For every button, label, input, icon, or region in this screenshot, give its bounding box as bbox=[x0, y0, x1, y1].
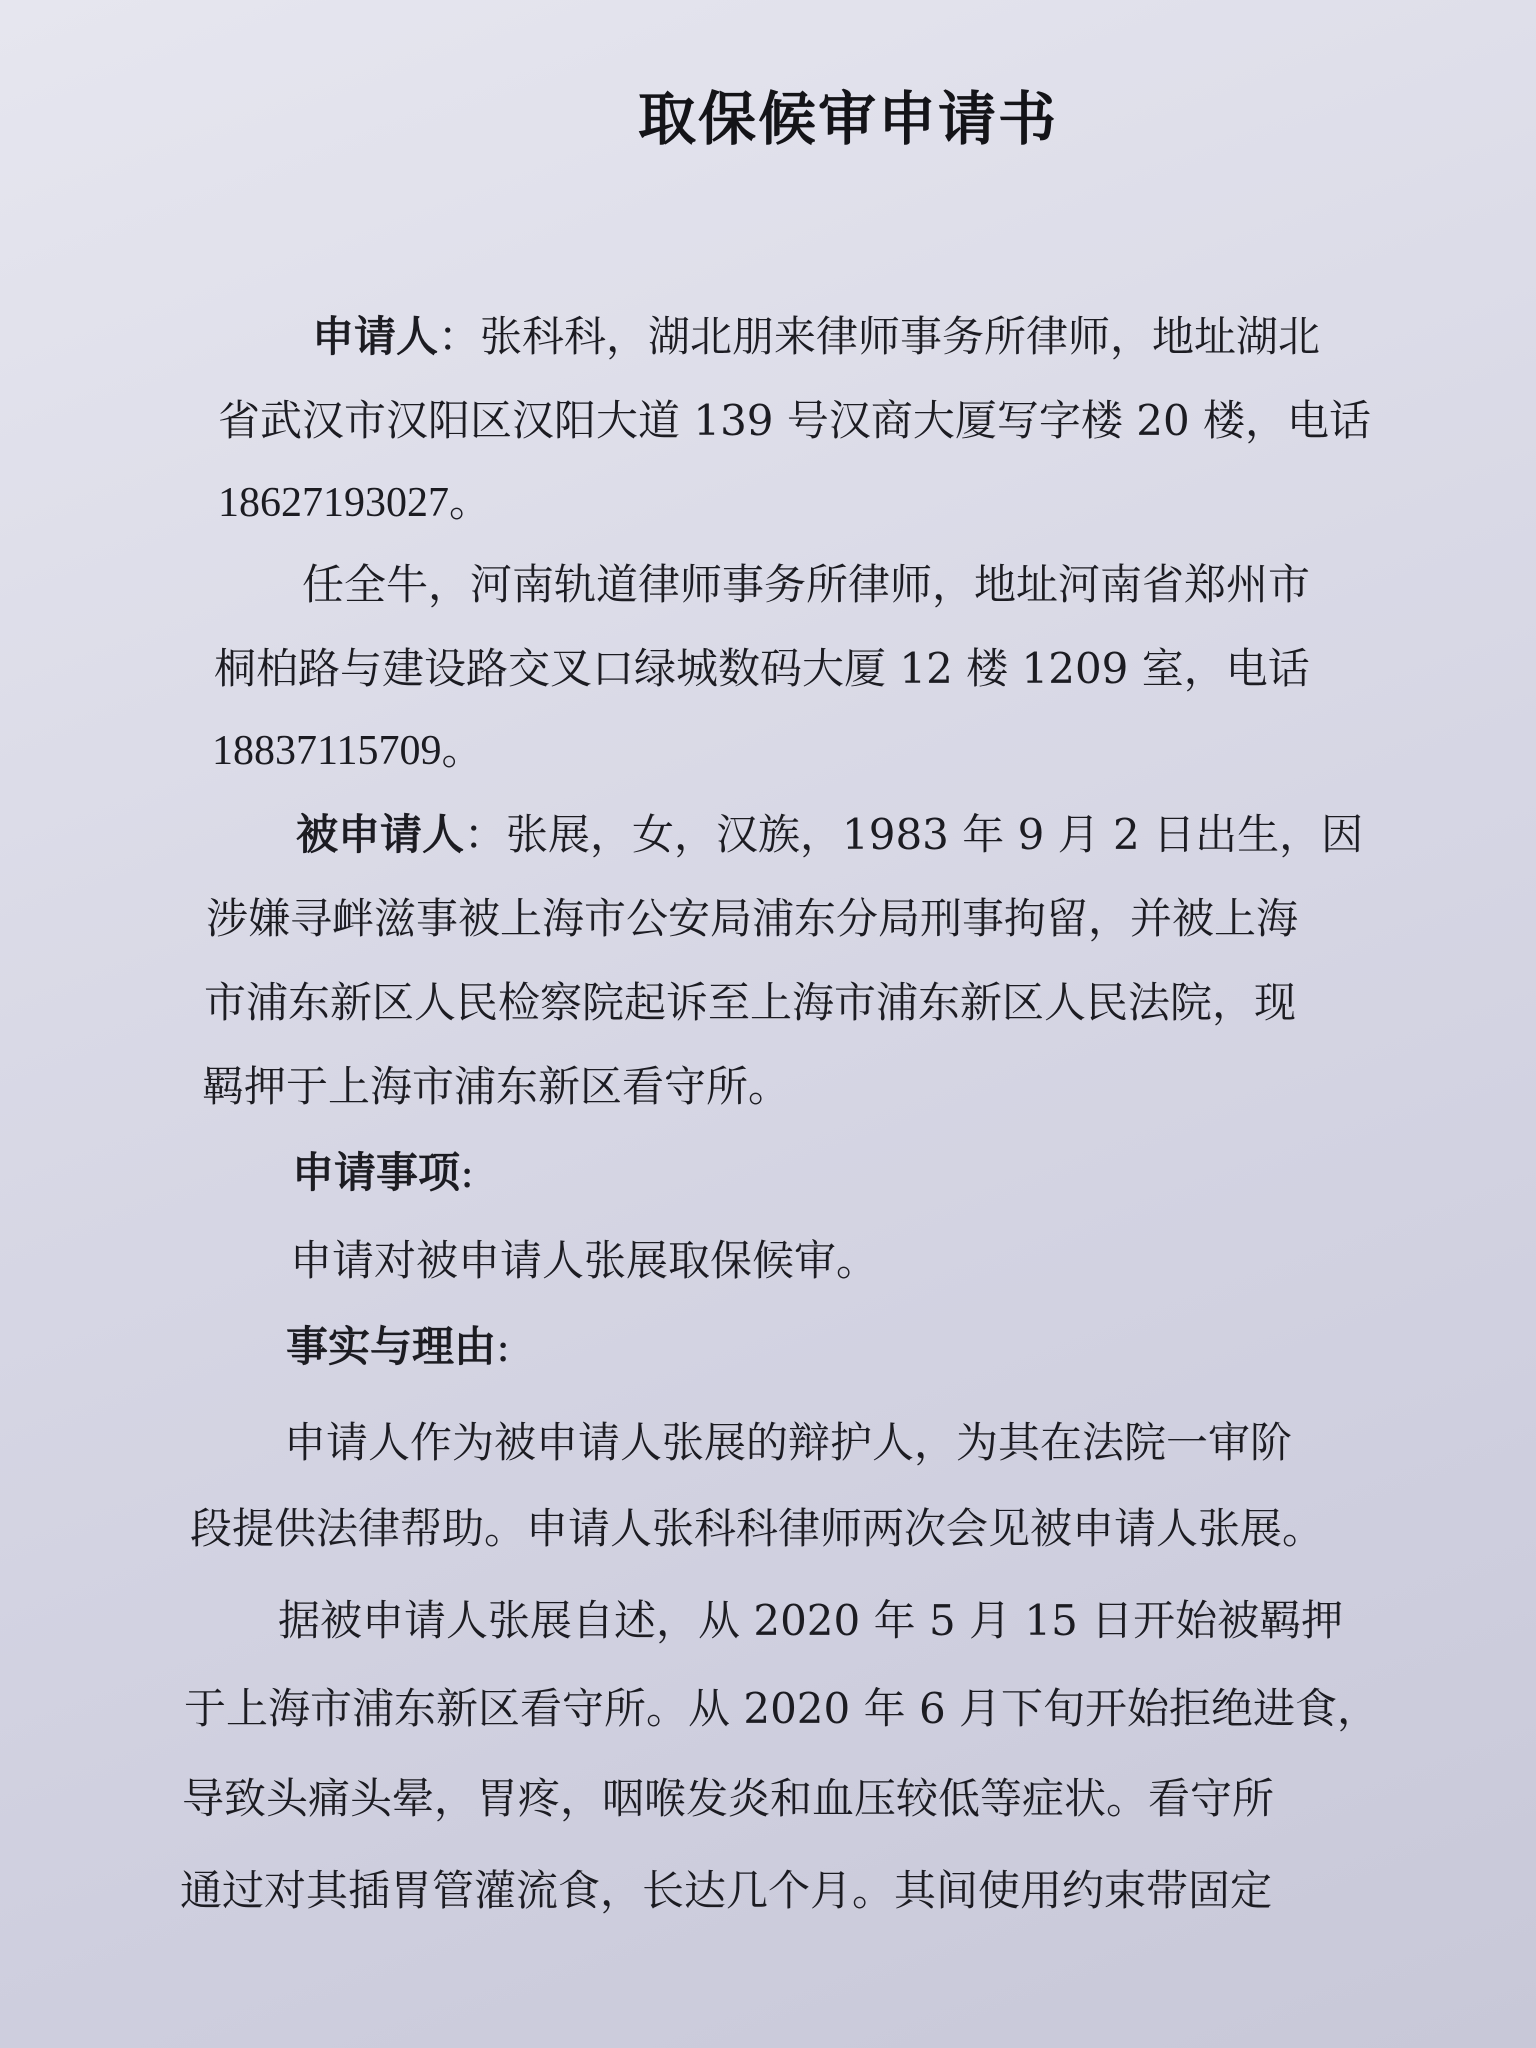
applicant-line-5: 桐柏路与建设路交叉口绿城数码大厦 12 楼 1209 室，电话 bbox=[214, 644, 1310, 693]
document-title: 取保候审申请书 bbox=[637, 85, 1058, 153]
matters-colon: : bbox=[460, 1148, 475, 1197]
respondent-line-4: 羁押于上海市浦东新区看守所。 bbox=[202, 1062, 791, 1111]
respondent-line-1 bbox=[296, 810, 1363, 860]
applicant-line-6: 18837115709。 bbox=[212, 728, 484, 774]
respondent-text-1: ：张展，女，汉族，1983 年 9 月 2 日出生，因 bbox=[464, 810, 1364, 859]
matters-line-1: 申请对被申请人张展取保候审。 bbox=[290, 1236, 879, 1285]
facts-line-2: 段提供法律帮助。申请人张科科律师两次会见被申请人张展。 bbox=[190, 1504, 1325, 1553]
applicant-label: 申请人 bbox=[312, 312, 439, 361]
applicant-text-1: ：张科科，湖北朋来律师事务所律师，地址湖北 bbox=[438, 312, 1321, 361]
matters-heading bbox=[292, 1148, 474, 1198]
facts-line-6: 通过对其插胃管灌流食，长达几个月。其间使用约束带固定 bbox=[180, 1866, 1273, 1915]
respondent-label: 被申请人 bbox=[296, 810, 465, 859]
facts-line-5: 导致头痛头晕，胃疼，咽喉发炎和血压较低等症状。看守所 bbox=[182, 1774, 1275, 1823]
applicant-line-4: 任全牛，河南轨道律师事务所律师，地址河南省郑州市 bbox=[302, 560, 1311, 609]
facts-line-3: 据被申请人张展自述，从 2020 年 5 月 15 日开始被羁押 bbox=[278, 1596, 1344, 1645]
facts-line-1: 申请人作为被申请人张展的辩护人，为其在法院一审阶 bbox=[284, 1418, 1293, 1467]
matters-label: 申请事项 bbox=[292, 1148, 461, 1197]
applicant-line-2: 省武汉市汉阳区汉阳大道 139 号汉商大厦写字楼 20 楼，电话 bbox=[218, 396, 1372, 445]
facts-colon: : bbox=[496, 1322, 511, 1371]
applicant-line-1 bbox=[312, 312, 1320, 362]
facts-label: 事实与理由 bbox=[286, 1322, 497, 1371]
applicant-line-3: 18627193027。 bbox=[218, 480, 492, 526]
facts-line-4: 于上海市浦东新区看守所。从 2020 年 6 月下旬开始拒绝进食， bbox=[184, 1684, 1380, 1733]
facts-heading bbox=[286, 1322, 510, 1372]
respondent-line-2: 涉嫌寻衅滋事被上海市公安局浦东分局刑事拘留，并被上海 bbox=[206, 894, 1299, 943]
respondent-line-3: 市浦东新区人民检察院起诉至上海市浦东新区人民法院，现 bbox=[204, 978, 1297, 1027]
